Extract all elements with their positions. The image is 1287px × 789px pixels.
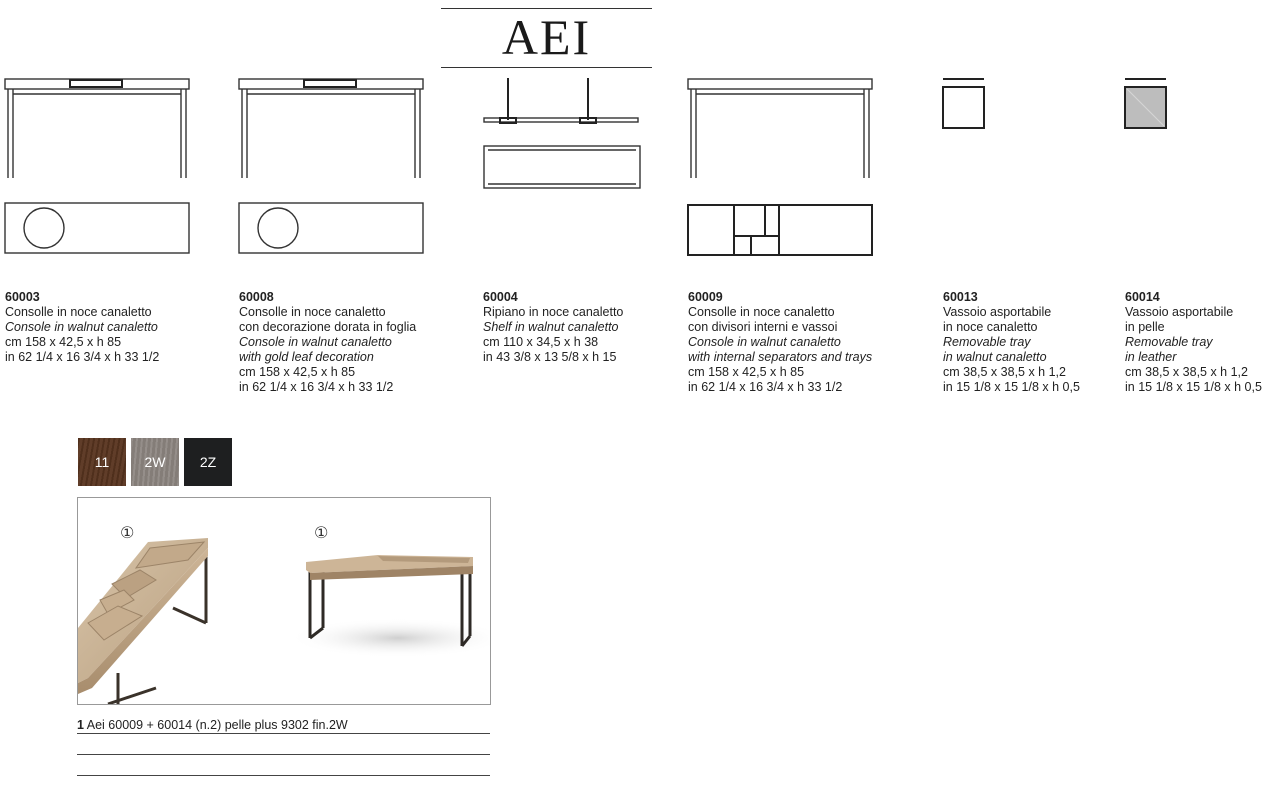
dimensions-cm: cm 38,5 x 38,5 x h 1,2	[943, 365, 1066, 379]
description-it: Vassoio asportabile	[1125, 305, 1234, 319]
description-it: con decorazione dorata in foglia	[239, 320, 417, 334]
dimensions-in: in 62 1/4 x 16 3/4 x h 33 1/2	[5, 350, 160, 364]
photo-caption	[77, 718, 490, 734]
title-frame	[441, 8, 652, 68]
description-en: Console in walnut canaletto	[688, 335, 841, 349]
photo-illustration	[78, 498, 490, 704]
product-code: 60013	[943, 290, 978, 304]
description-it: in noce canaletto	[943, 320, 1038, 334]
swatch-label: 2Z	[199, 454, 217, 470]
dimensions-in: in 15 1/8 x 15 1/8 x h 0,5	[943, 380, 1080, 394]
drawing-60013	[941, 76, 987, 132]
dimensions-cm: cm 158 x 42,5 x h 85	[5, 335, 122, 349]
swatch-11	[78, 438, 126, 486]
drawing-60014	[1123, 76, 1169, 132]
description-en: with internal separators and trays	[688, 350, 873, 364]
product-60013	[943, 290, 1080, 395]
divider	[77, 775, 490, 776]
console-perspective	[78, 538, 208, 704]
swatch-label: 11	[94, 454, 110, 470]
product-60009	[688, 290, 872, 395]
swatch-label: 2W	[144, 454, 166, 470]
product-code: 60004	[483, 290, 518, 304]
description-en: Console in walnut canaletto	[239, 335, 392, 349]
description-it: Vassoio asportabile	[943, 305, 1052, 319]
description-en: Removable tray	[1125, 335, 1213, 349]
divider	[77, 754, 490, 755]
product-60004	[483, 290, 623, 365]
swatch-2w	[131, 438, 179, 486]
dimensions-cm: cm 158 x 42,5 x h 85	[688, 365, 805, 379]
product-photo	[77, 497, 491, 705]
dimensions-cm: cm 38,5 x 38,5 x h 1,2	[1125, 365, 1248, 379]
marker-2: ①	[314, 523, 329, 542]
product-60014	[1125, 290, 1262, 395]
dimensions-in: in 15 1/8 x 15 1/8 x h 0,5	[1125, 380, 1262, 394]
drawing-60004	[482, 76, 642, 191]
description-it: Ripiano in noce canaletto	[483, 305, 624, 319]
description-it: con divisori interni e vassoi	[688, 320, 838, 334]
description-it: Consolle in noce canaletto	[5, 305, 152, 319]
product-code: 60008	[239, 290, 274, 304]
description-en: Console in walnut canaletto	[5, 320, 158, 334]
drawing-60009	[687, 76, 875, 258]
page-title: AEI	[501, 9, 592, 65]
description-en: in walnut canaletto	[943, 350, 1047, 364]
caption-text: Aei 60009 + 60014 (n.2) pelle plus 9302 fin.2W	[86, 718, 348, 732]
swatch-2z	[184, 438, 232, 486]
product-60003	[5, 290, 159, 365]
description-it: in pelle	[1125, 320, 1165, 334]
description-en: Removable tray	[943, 335, 1031, 349]
dimensions-cm: cm 110 x 34,5 x h 38	[483, 335, 599, 349]
caption-number: 1	[77, 718, 84, 732]
dimensions-in: in 62 1/4 x 16 3/4 x h 33 1/2	[688, 380, 843, 394]
dimensions-cm: cm 158 x 42,5 x h 85	[239, 365, 356, 379]
product-code: 60003	[5, 290, 40, 304]
drawing-60003	[4, 76, 192, 256]
drawing-60008	[238, 76, 426, 256]
marker-1: ①	[120, 523, 135, 542]
dimensions-in: in 43 3/8 x 13 5/8 x h 15	[483, 350, 617, 364]
description-it: Consolle in noce canaletto	[239, 305, 386, 319]
product-code: 60014	[1125, 290, 1160, 304]
description-en: with gold leaf decoration	[239, 350, 374, 364]
description-it: Consolle in noce canaletto	[688, 305, 835, 319]
product-code: 60009	[688, 290, 723, 304]
description-en: in leather	[1125, 350, 1177, 364]
product-60008	[239, 290, 416, 395]
dimensions-in: in 62 1/4 x 16 3/4 x h 33 1/2	[239, 380, 394, 394]
description-en: Shelf in walnut canaletto	[483, 320, 619, 334]
